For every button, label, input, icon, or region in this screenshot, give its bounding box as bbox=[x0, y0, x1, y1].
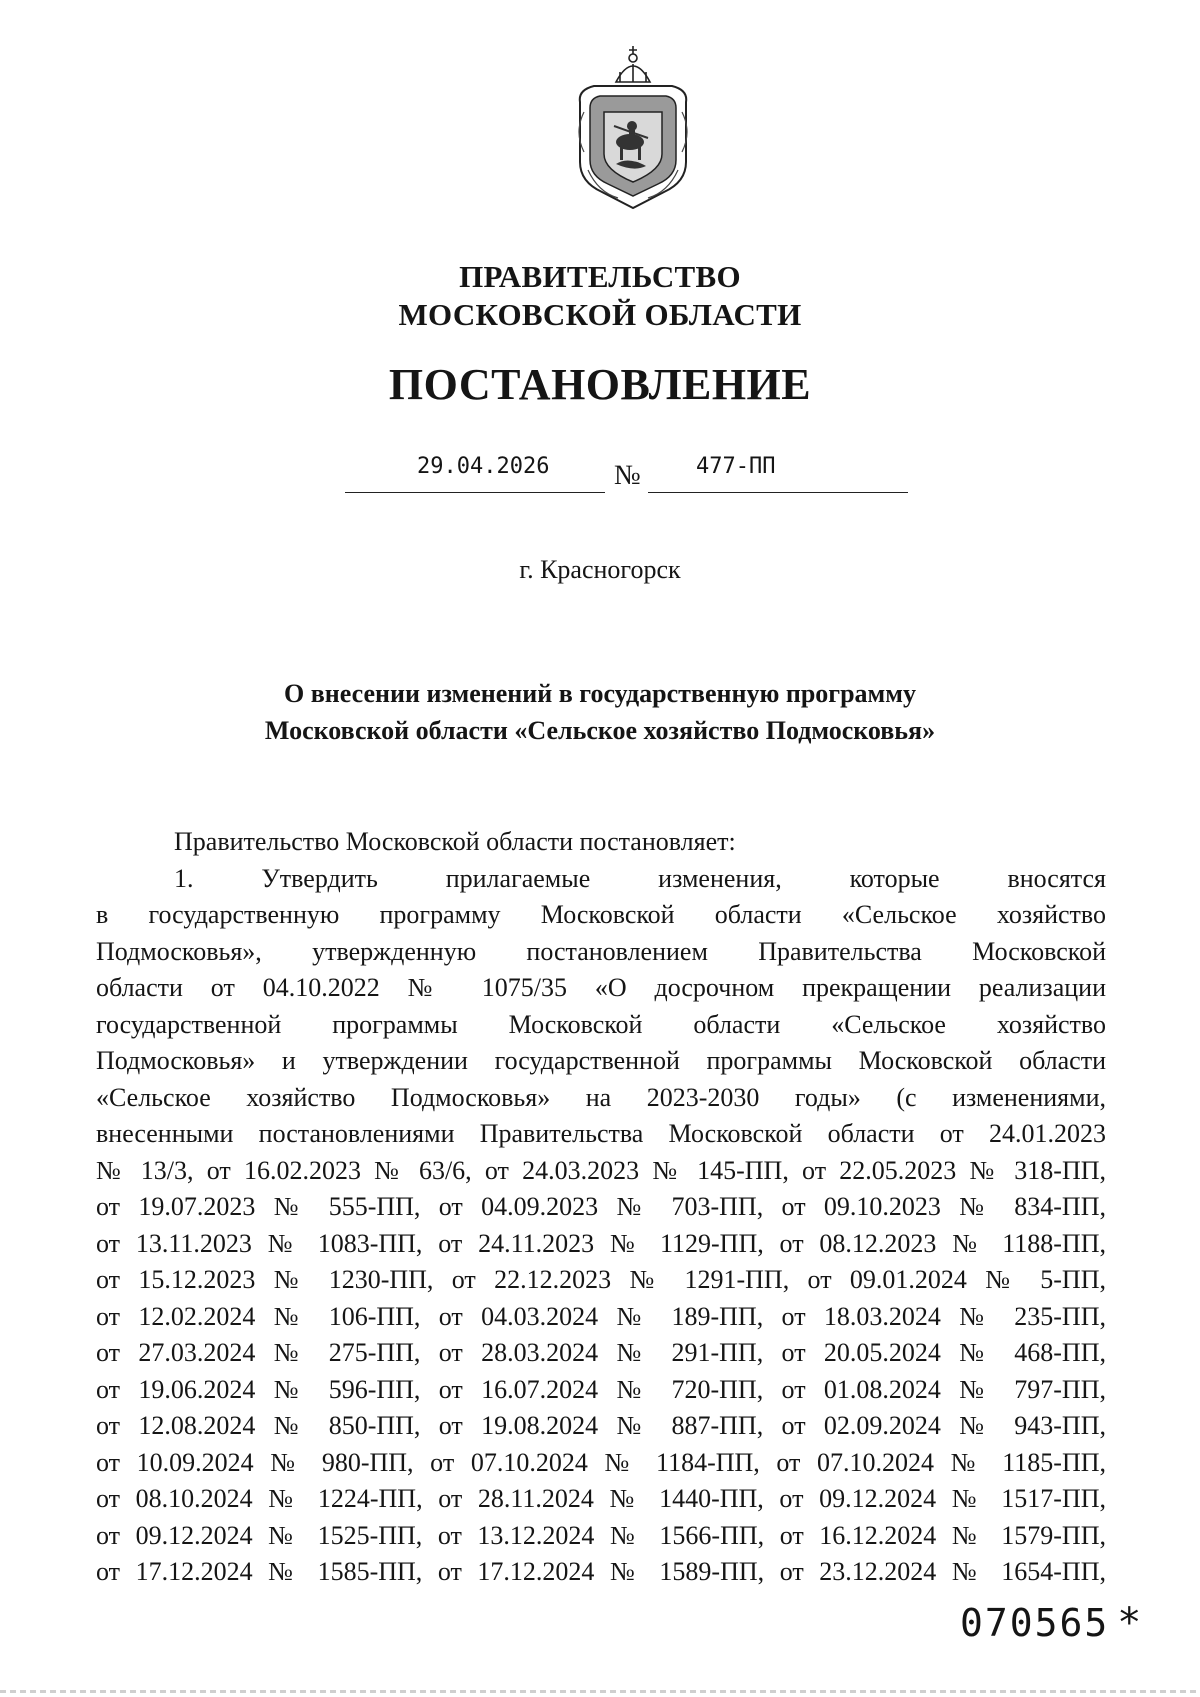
body-line: от 12.02.2024 № 106-ПП, от 04.03.2024 № 189-ПП, от 18.03.2024 № 235-ПП, bbox=[96, 1301, 1106, 1331]
date-field bbox=[345, 446, 605, 493]
body-line: от 12.08.2024 № 850-ПП, от 19.08.2024 № 887-ПП, от 02.09.2024 № 943-ПП, bbox=[96, 1411, 1106, 1440]
document-date: 29.04.2026 bbox=[417, 454, 550, 479]
body-line: от 10.09.2024 № 980-ПП, от 07.10.2024 № 1184-ПП, от 07.10.2024 № 1185-ПП, bbox=[96, 1447, 1106, 1477]
body-line: Подмосковья», утвержденную постановлением Правительства Московской bbox=[96, 936, 1106, 966]
body-line: Подмосковья» и утверждении государственной программы Московской области bbox=[96, 1046, 1106, 1075]
document-type-title: ПОСТАНОВЛЕНИЕ bbox=[388, 360, 812, 409]
scan-edge-divider bbox=[0, 1690, 1200, 1693]
organization-line-2: МОСКОВСКОЙ ОБЛАСТИ bbox=[398, 297, 802, 332]
body-line: от 27.03.2024 № 275-ПП, от 28.03.2024 № 291-ПП, от 20.05.2024 № 468-ПП, bbox=[96, 1338, 1106, 1367]
serial-mark: * bbox=[1119, 1600, 1140, 1646]
number-field bbox=[648, 446, 908, 493]
coat-of-arms-icon bbox=[568, 42, 698, 214]
body-line: от 19.06.2024 № 596-ПП, от 16.07.2024 № 720-ПП, от 01.08.2024 № 797-ПП, bbox=[96, 1374, 1106, 1404]
body-line: № 13/3, от 16.02.2023 № 63/6, от 24.03.2023 № 145-ПП, от 22.05.2023 № 318-ПП, bbox=[96, 1155, 1106, 1185]
body-line: от 17.12.2024 № 1585-ПП, от 17.12.2024 № 1589-ПП, от 23.12.2024 № 1654-ПП, bbox=[96, 1557, 1106, 1586]
number-label: № bbox=[614, 460, 641, 491]
body-line: от 08.10.2024 № 1224-ПП, от 28.11.2024 № 1440-ПП, от 09.12.2024 № 1517-ПП, bbox=[96, 1484, 1106, 1513]
document-number: 477-ПП bbox=[696, 454, 776, 479]
body-line: в государственную программу Московской области «Сельское хозяйство bbox=[96, 900, 1106, 929]
body-line: внесенными постановлениями Правительства Московской области от 24.01.2023 bbox=[96, 1119, 1106, 1148]
body-line: Правительство Московской области постановляет: bbox=[174, 827, 736, 856]
serial-value: 070565 bbox=[960, 1601, 1110, 1645]
subject-line-1: О внесении изменений в государственную программу bbox=[284, 679, 916, 708]
body-line: от 09.12.2024 № 1525-ПП, от 13.12.2024 № 1566-ПП, от 16.12.2024 № 1579-ПП, bbox=[96, 1520, 1106, 1550]
body-text bbox=[96, 824, 1106, 1591]
registration-row bbox=[0, 440, 1200, 500]
body-line: «Сельское хозяйство Подмосковья» на 2023-2030 годы» (с изменениями, bbox=[96, 1082, 1106, 1112]
subject-line-2: Московской области «Сельское хозяйство Подмосковья» bbox=[264, 716, 936, 745]
body-line: от 19.07.2023 № 555-ПП, от 04.09.2023 № 703-ПП, от 09.10.2023 № 834-ПП, bbox=[96, 1192, 1106, 1221]
organization-name bbox=[0, 258, 1200, 334]
body-line: от 15.12.2023 № 1230-ПП, от 22.12.2023 № 1291-ПП, от 09.01.2024 № 5-ПП, bbox=[96, 1265, 1106, 1294]
body-line: государственной программы Московской области «Сельское хозяйство bbox=[96, 1009, 1106, 1039]
body-line: области от 04.10.2022 № 1075/35 «О досрочном прекращении реализации bbox=[96, 973, 1106, 1002]
body-line: от 13.11.2023 № 1083-ПП, от 24.11.2023 № 1129-ПП, от 08.12.2023 № 1188-ПП, bbox=[96, 1228, 1106, 1258]
document-subject bbox=[0, 675, 1200, 749]
organization-line-1: ПРАВИТЕЛЬСТВО bbox=[459, 259, 741, 294]
serial-number bbox=[960, 1600, 1139, 1646]
city-name: г. Красногорск bbox=[519, 555, 681, 584]
body-line: 1. Утвердить прилагаемые изменения, которые вносятся bbox=[174, 863, 1106, 893]
